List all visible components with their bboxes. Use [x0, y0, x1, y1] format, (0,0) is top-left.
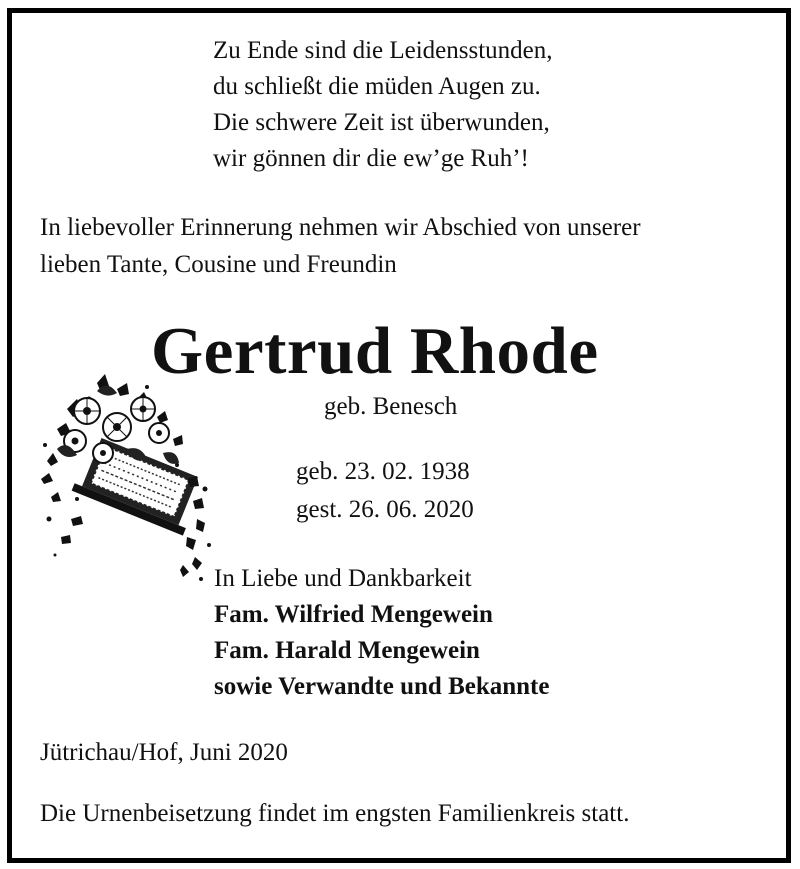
obituary-notice: [7, 8, 791, 863]
poem-line-1: Zu Ende sind die Leidensstunden,: [213, 37, 553, 64]
flower-grave-illustration: [37, 369, 221, 584]
mourner-1: Fam. Wilfried Mengewein: [214, 601, 493, 628]
maiden-name: geb. Benesch: [324, 393, 458, 420]
poem-line-3: Die schwere Zeit ist überwunden,: [213, 109, 550, 136]
poem: [213, 33, 553, 177]
mourners-block: [214, 561, 549, 705]
birth-date: geb. 23. 02. 1938: [296, 458, 470, 485]
place-date: Jütrichau/Hof, Juni 2020: [40, 739, 288, 766]
poem-line-2: du schließt die müden Augen zu.: [213, 73, 541, 100]
life-dates: [296, 453, 474, 529]
poem-line-4: wir gönnen dir die ew’ge Ruh’!: [213, 145, 529, 172]
mourner-2: Fam. Harald Mengewein: [214, 637, 480, 664]
mourners-intro: In Liebe und Dankbarkeit: [214, 565, 472, 592]
deceased-name: Gertrud Rhode: [151, 314, 599, 388]
burial-notice: Die Urnenbeisetzung findet im engsten Familienkreis statt.: [40, 800, 630, 827]
intro-text: [40, 209, 641, 283]
intro-line-2: lieben Tante, Cousine und Freundin: [40, 251, 397, 278]
death-date: gest. 26. 06. 2020: [296, 496, 474, 523]
intro-line-1: In liebevoller Erinnerung nehmen wir Abschied von unserer: [40, 214, 641, 241]
mourner-3: sowie Verwandte und Bekannte: [214, 673, 550, 700]
